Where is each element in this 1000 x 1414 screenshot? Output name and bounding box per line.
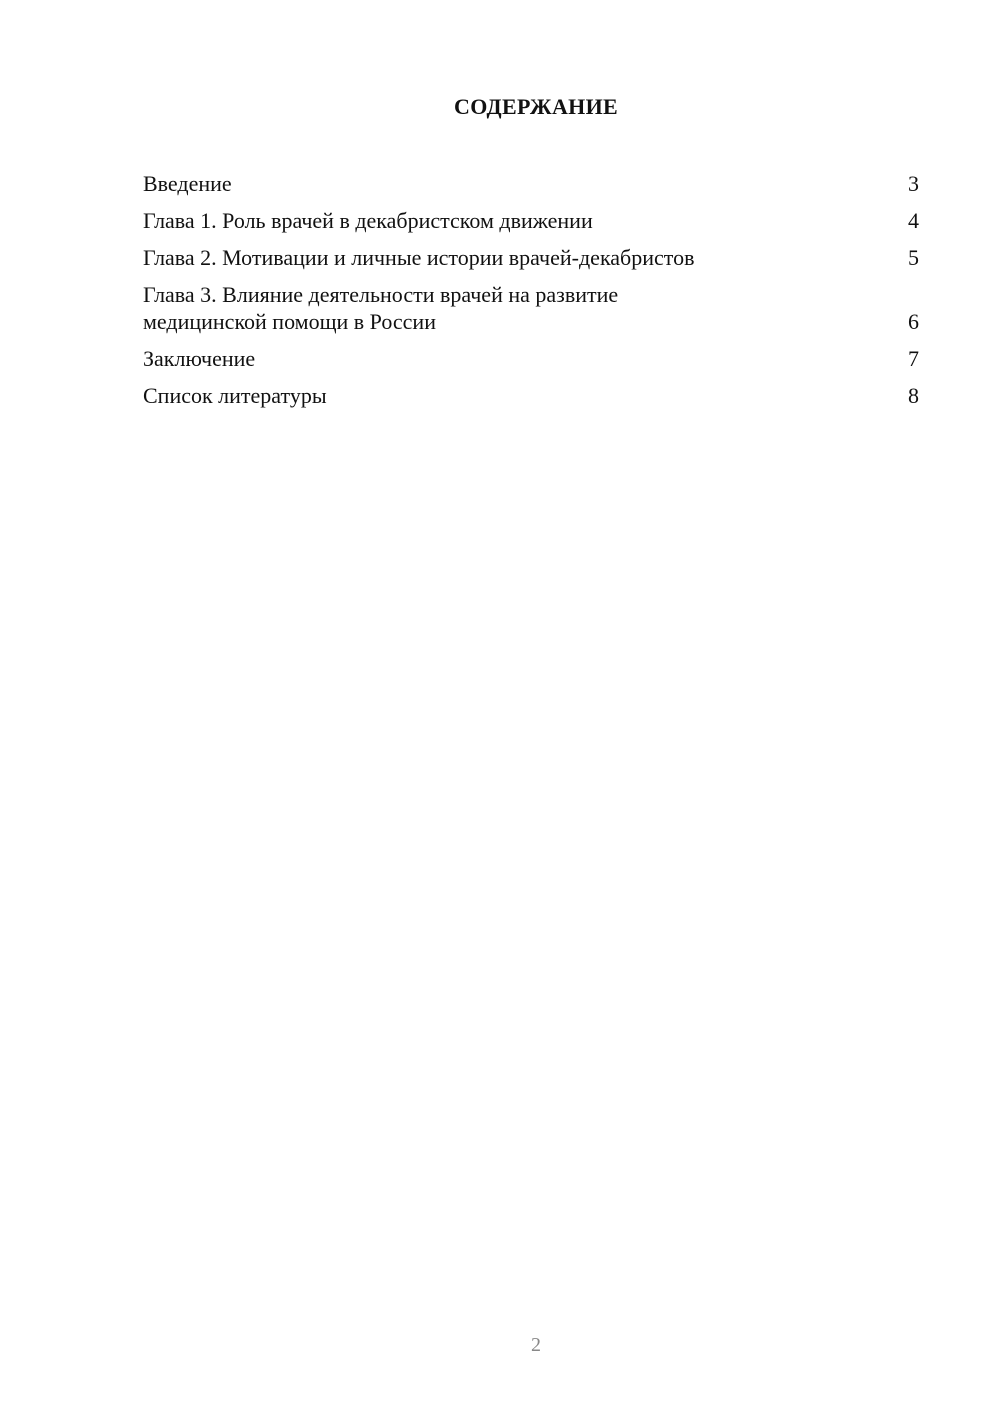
toc-entry-page: 7 [908,346,919,371]
toc-entry-introduction [143,170,919,197]
page-number: 2 [531,1334,541,1356]
toc-entry-chapter-3 [143,281,919,335]
toc-entry-chapter-1 [143,207,919,234]
toc-title: СОДЕРЖАНИЕ [454,94,618,119]
toc-entry-page: 6 [908,309,919,334]
toc-entry-page: 8 [908,383,919,408]
toc-entry-label: Список литературы [143,383,327,408]
toc-entry-conclusion [143,345,919,372]
toc-entry-label: Глава 2. Мотивации и личные истории врачей-декабристов [143,245,695,270]
toc-entry-page: 5 [908,245,919,270]
toc-entry-references [143,382,919,409]
toc-entry-page: 3 [908,171,919,196]
toc-entry-label: Введение [143,171,232,196]
table-of-contents [143,170,919,419]
toc-entry-page: 4 [908,208,919,233]
toc-entry-label: Глава 1. Роль врачей в декабристском движении [143,208,593,233]
toc-entry-label: Заключение [143,346,256,371]
toc-entry-chapter-2 [143,244,919,271]
toc-entry-label: Глава 3. Влияние деятельности врачей на развитие медицинской помощи в России [143,282,619,334]
